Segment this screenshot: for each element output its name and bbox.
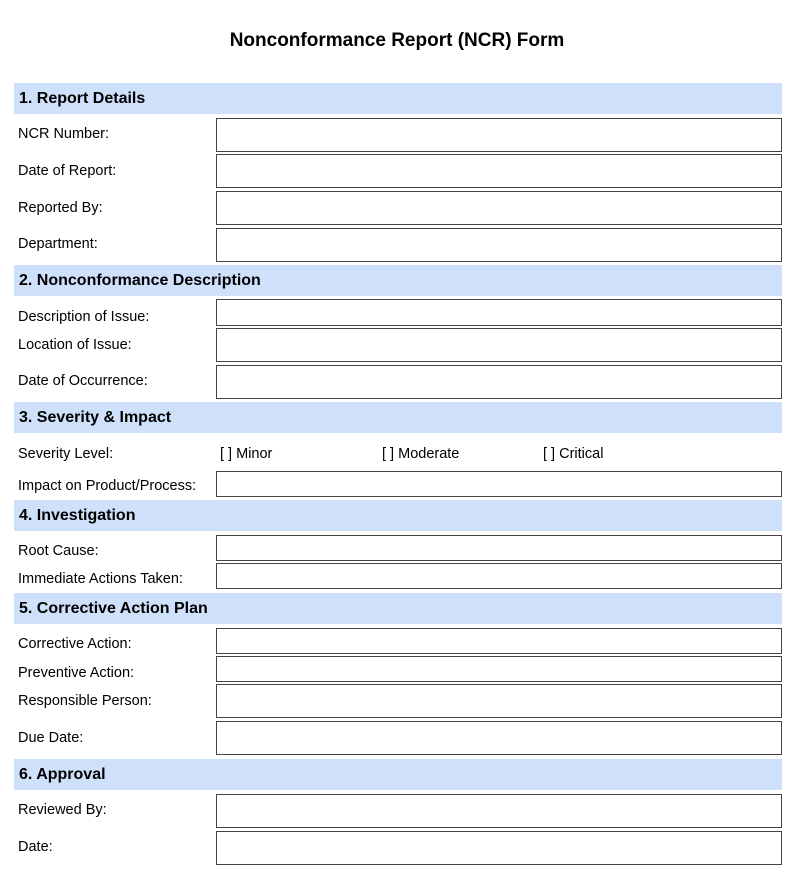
department-field[interactable] (216, 228, 782, 262)
corrective-action-label: Corrective Action: (18, 636, 132, 652)
responsible-person-field[interactable] (216, 684, 782, 718)
severity-moderate-checkbox[interactable]: [ ] Moderate (382, 446, 460, 462)
date-of-occurrence-field[interactable] (216, 365, 782, 399)
approval-date-field[interactable] (216, 831, 782, 865)
ncr-number-label: NCR Number: (18, 126, 110, 142)
impact-label: Impact on Product/Process: (18, 478, 197, 494)
section-approval: 6. Approval (14, 759, 782, 790)
section-corrective-action-plan: 5. Corrective Action Plan (14, 593, 782, 624)
corrective-action-field[interactable] (216, 628, 782, 654)
root-cause-label: Root Cause: (18, 543, 99, 559)
reported-by-label: Reported By: (18, 200, 103, 216)
date-of-report-label: Date of Report: (18, 163, 117, 179)
severity-minor-checkbox[interactable]: [ ] Minor (220, 446, 273, 462)
reported-by-field[interactable] (216, 191, 782, 225)
department-label: Department: (18, 236, 98, 252)
description-of-issue-label: Description of Issue: (18, 309, 150, 325)
section-report-details: 1. Report Details (14, 83, 782, 114)
date-of-occurrence-label: Date of Occurrence: (18, 373, 148, 389)
preventive-action-field[interactable] (216, 656, 782, 682)
form-title: Nonconformance Report (NCR) Form (229, 30, 565, 51)
responsible-person-label: Responsible Person: (18, 693, 152, 709)
severity-level-label: Severity Level: (18, 446, 114, 462)
impact-field[interactable] (216, 471, 782, 497)
due-date-field[interactable] (216, 721, 782, 755)
due-date-label: Due Date: (18, 730, 84, 746)
section-nonconformance-description: 2. Nonconformance Description (14, 265, 782, 296)
immediate-actions-field[interactable] (216, 563, 782, 589)
location-of-issue-field[interactable] (216, 328, 782, 362)
root-cause-field[interactable] (216, 535, 782, 561)
ncr-number-field[interactable] (216, 118, 782, 152)
reviewed-by-field[interactable] (216, 794, 782, 828)
location-of-issue-label: Location of Issue: (18, 337, 132, 353)
approval-date-label: Date: (18, 839, 53, 855)
description-of-issue-field[interactable] (216, 299, 782, 326)
preventive-action-label: Preventive Action: (18, 665, 135, 681)
section-severity-impact: 3. Severity & Impact (14, 402, 782, 433)
section-investigation: 4. Investigation (14, 500, 782, 531)
severity-critical-checkbox[interactable]: [ ] Critical (543, 446, 604, 462)
immediate-actions-label: Immediate Actions Taken: (18, 571, 183, 587)
date-of-report-field[interactable] (216, 154, 782, 188)
reviewed-by-label: Reviewed By: (18, 802, 107, 818)
